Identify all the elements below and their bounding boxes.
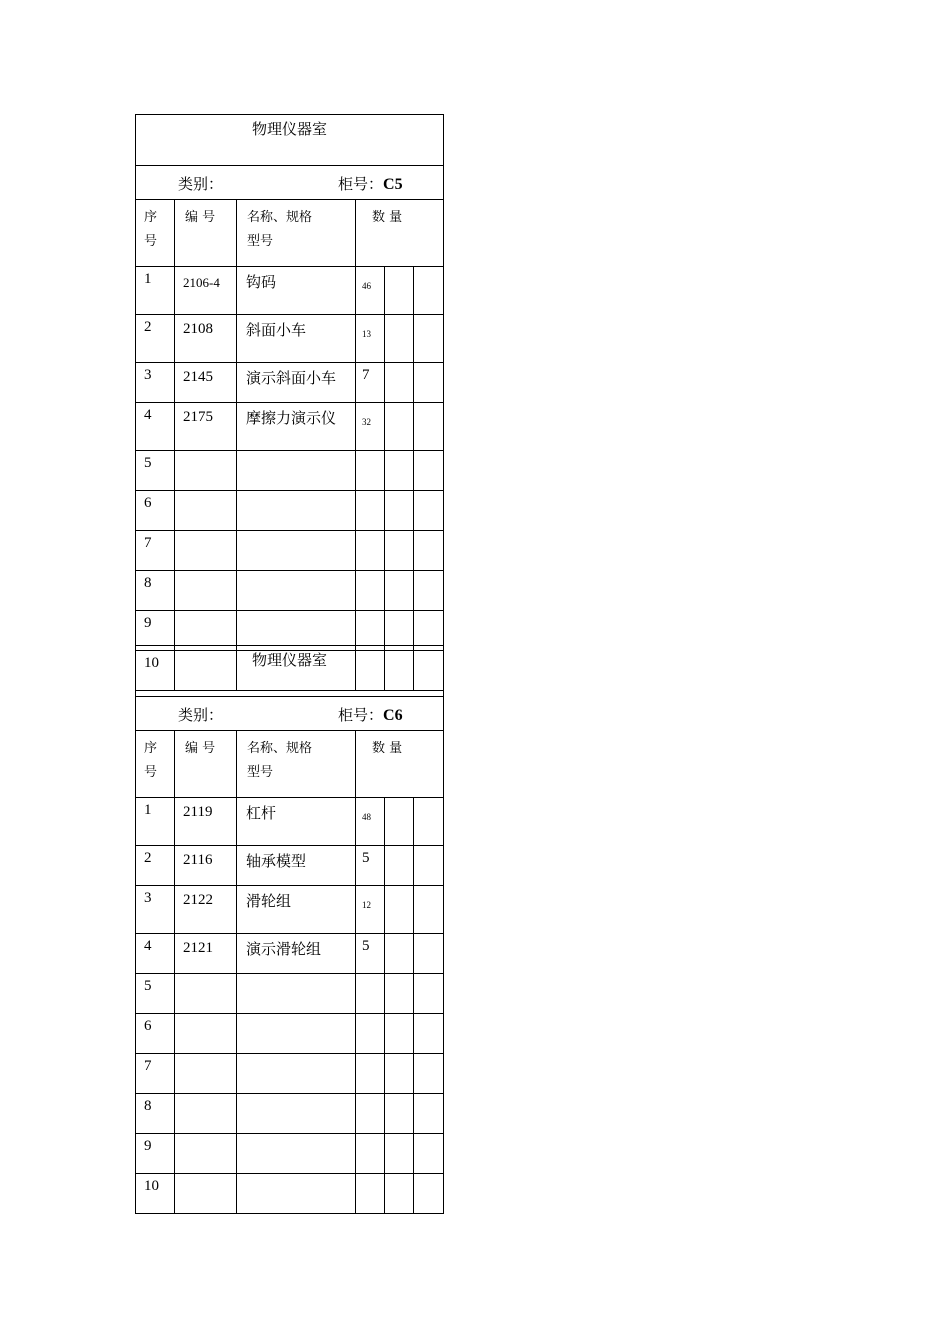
item-quantity [356,974,385,1014]
quantity-cell-empty [385,974,414,1014]
item-name [237,531,356,571]
cabinet-label: 柜号： [338,706,384,724]
header-qty: 数 量 [356,200,444,267]
quantity-cell-empty [414,1014,444,1054]
table-row [136,1174,444,1214]
table-row [136,1094,444,1134]
row-number: 9 [136,611,175,651]
quantity-cell-empty [385,1174,414,1214]
item-quantity: 48 [356,798,385,846]
item-code: 2108 [175,315,237,363]
quantity-cell-empty [414,571,444,611]
card-title: 物理仪器室 [136,646,444,697]
item-quantity [356,1134,385,1174]
quantity-cell-empty [414,403,444,451]
column-header-row [136,200,444,267]
row-number: 2 [136,315,175,363]
item-code: 2145 [175,363,237,403]
item-name [237,1174,356,1214]
inventory-card [135,645,444,1214]
item-quantity: 12 [356,886,385,934]
cabinet-number: C5 [383,176,403,193]
header-name: 名称、规格 型号 [237,200,356,267]
item-quantity: 7 [356,363,385,403]
item-name [237,974,356,1014]
table-row [136,267,444,315]
item-code [175,491,237,531]
item-name: 斜面小车 [237,315,356,363]
item-code [175,451,237,491]
table-row [136,315,444,363]
row-number: 4 [136,934,175,974]
item-code: 2116 [175,846,237,886]
quantity-cell-empty [385,798,414,846]
item-quantity [356,491,385,531]
item-code [175,1094,237,1134]
table-row [136,1014,444,1054]
row-number: 2 [136,846,175,886]
quantity-cell-empty [385,531,414,571]
table-row [136,934,444,974]
item-quantity [356,571,385,611]
quantity-cell-empty [385,1014,414,1054]
item-code: 2119 [175,798,237,846]
quantity-cell-empty [414,846,444,886]
table-row [136,886,444,934]
item-quantity [356,1174,385,1214]
quantity-cell-empty [385,451,414,491]
item-quantity [356,1094,385,1134]
item-name [237,1014,356,1054]
quantity-cell-empty [385,934,414,974]
quantity-cell-empty [385,491,414,531]
item-name: 轴承模型 [237,846,356,886]
table-row [136,1054,444,1094]
row-number: 3 [136,886,175,934]
item-name [237,571,356,611]
quantity-cell-empty [414,267,444,315]
quantity-cell-empty [414,1174,444,1214]
item-code [175,1054,237,1094]
item-code [175,571,237,611]
item-code: 2122 [175,886,237,934]
item-code [175,974,237,1014]
table-row [136,403,444,451]
quantity-cell-empty [385,886,414,934]
quantity-cell-empty [414,315,444,363]
table-row [136,846,444,886]
quantity-cell-empty [414,451,444,491]
table-row [136,798,444,846]
item-code [175,531,237,571]
item-code: 2175 [175,403,237,451]
item-quantity: 32 [356,403,385,451]
card-subheader [136,697,444,731]
item-quantity [356,1014,385,1054]
table-row [136,1134,444,1174]
item-code [175,1134,237,1174]
item-name: 演示滑轮组 [237,934,356,974]
item-quantity: 13 [356,315,385,363]
item-code [175,1014,237,1054]
item-name [237,451,356,491]
item-name [237,491,356,531]
item-name: 杠杆 [237,798,356,846]
quantity-cell-empty [414,1134,444,1174]
quantity-cell-empty [414,886,444,934]
table-row [136,571,444,611]
quantity-cell-empty [414,974,444,1014]
table-row [136,363,444,403]
header-code: 编 号 [175,200,237,267]
row-number: 1 [136,798,175,846]
quantity-cell-empty [385,846,414,886]
quantity-cell-empty [385,1094,414,1134]
item-quantity [356,1054,385,1094]
inventory-card [135,114,444,691]
table-row [136,491,444,531]
row-number: 10 [136,1174,175,1214]
item-quantity [356,451,385,491]
row-number: 10 [136,651,175,691]
quantity-cell-empty [385,1054,414,1094]
quantity-cell-empty [414,363,444,403]
item-quantity: 46 [356,267,385,315]
quantity-cell-empty [414,1094,444,1134]
table-row [136,974,444,1014]
row-number: 3 [136,363,175,403]
item-quantity [356,531,385,571]
header-name: 名称、规格 型号 [237,731,356,798]
row-number: 8 [136,1094,175,1134]
row-number: 1 [136,267,175,315]
item-code: 2106-4 [175,267,237,315]
header-seq: 序 号 [136,731,175,798]
row-number: 5 [136,451,175,491]
item-name [237,1134,356,1174]
quantity-cell-empty [414,934,444,974]
item-name: 滑轮组 [237,886,356,934]
item-name: 钩码 [237,267,356,315]
item-name [237,1054,356,1094]
quantity-cell-empty [385,267,414,315]
row-number: 8 [136,571,175,611]
item-name: 演示斜面小车 [237,363,356,403]
row-number: 7 [136,531,175,571]
quantity-cell-empty [414,531,444,571]
quantity-cell-empty [414,1054,444,1094]
cabinet-field [338,704,403,725]
row-number: 9 [136,1134,175,1174]
quantity-cell-empty [385,403,414,451]
item-name [237,1094,356,1134]
table-row [136,531,444,571]
cabinet-number: C6 [383,707,403,724]
item-code: 2121 [175,934,237,974]
row-number: 4 [136,403,175,451]
cabinet-label: 柜号： [338,175,384,193]
column-header-row [136,731,444,798]
card-title: 物理仪器室 [136,115,444,166]
row-number: 7 [136,1054,175,1094]
header-code: 编 号 [175,731,237,798]
header-seq: 序 号 [136,200,175,267]
cabinet-field [338,173,403,194]
item-quantity: 5 [356,846,385,886]
quantity-cell-empty [385,363,414,403]
category-label: 类别： [178,175,224,193]
quantity-cell-empty [414,798,444,846]
row-number: 5 [136,974,175,1014]
item-quantity: 5 [356,934,385,974]
quantity-cell-empty [385,315,414,363]
row-number: 6 [136,491,175,531]
quantity-cell-empty [385,571,414,611]
item-code [175,1174,237,1214]
quantity-cell-empty [414,491,444,531]
table-row [136,451,444,491]
item-name: 摩擦力演示仪 [237,403,356,451]
row-number: 6 [136,1014,175,1054]
card-subheader [136,166,444,200]
category-label: 类别： [178,706,224,724]
header-qty: 数 量 [356,731,444,798]
quantity-cell-empty [385,1134,414,1174]
